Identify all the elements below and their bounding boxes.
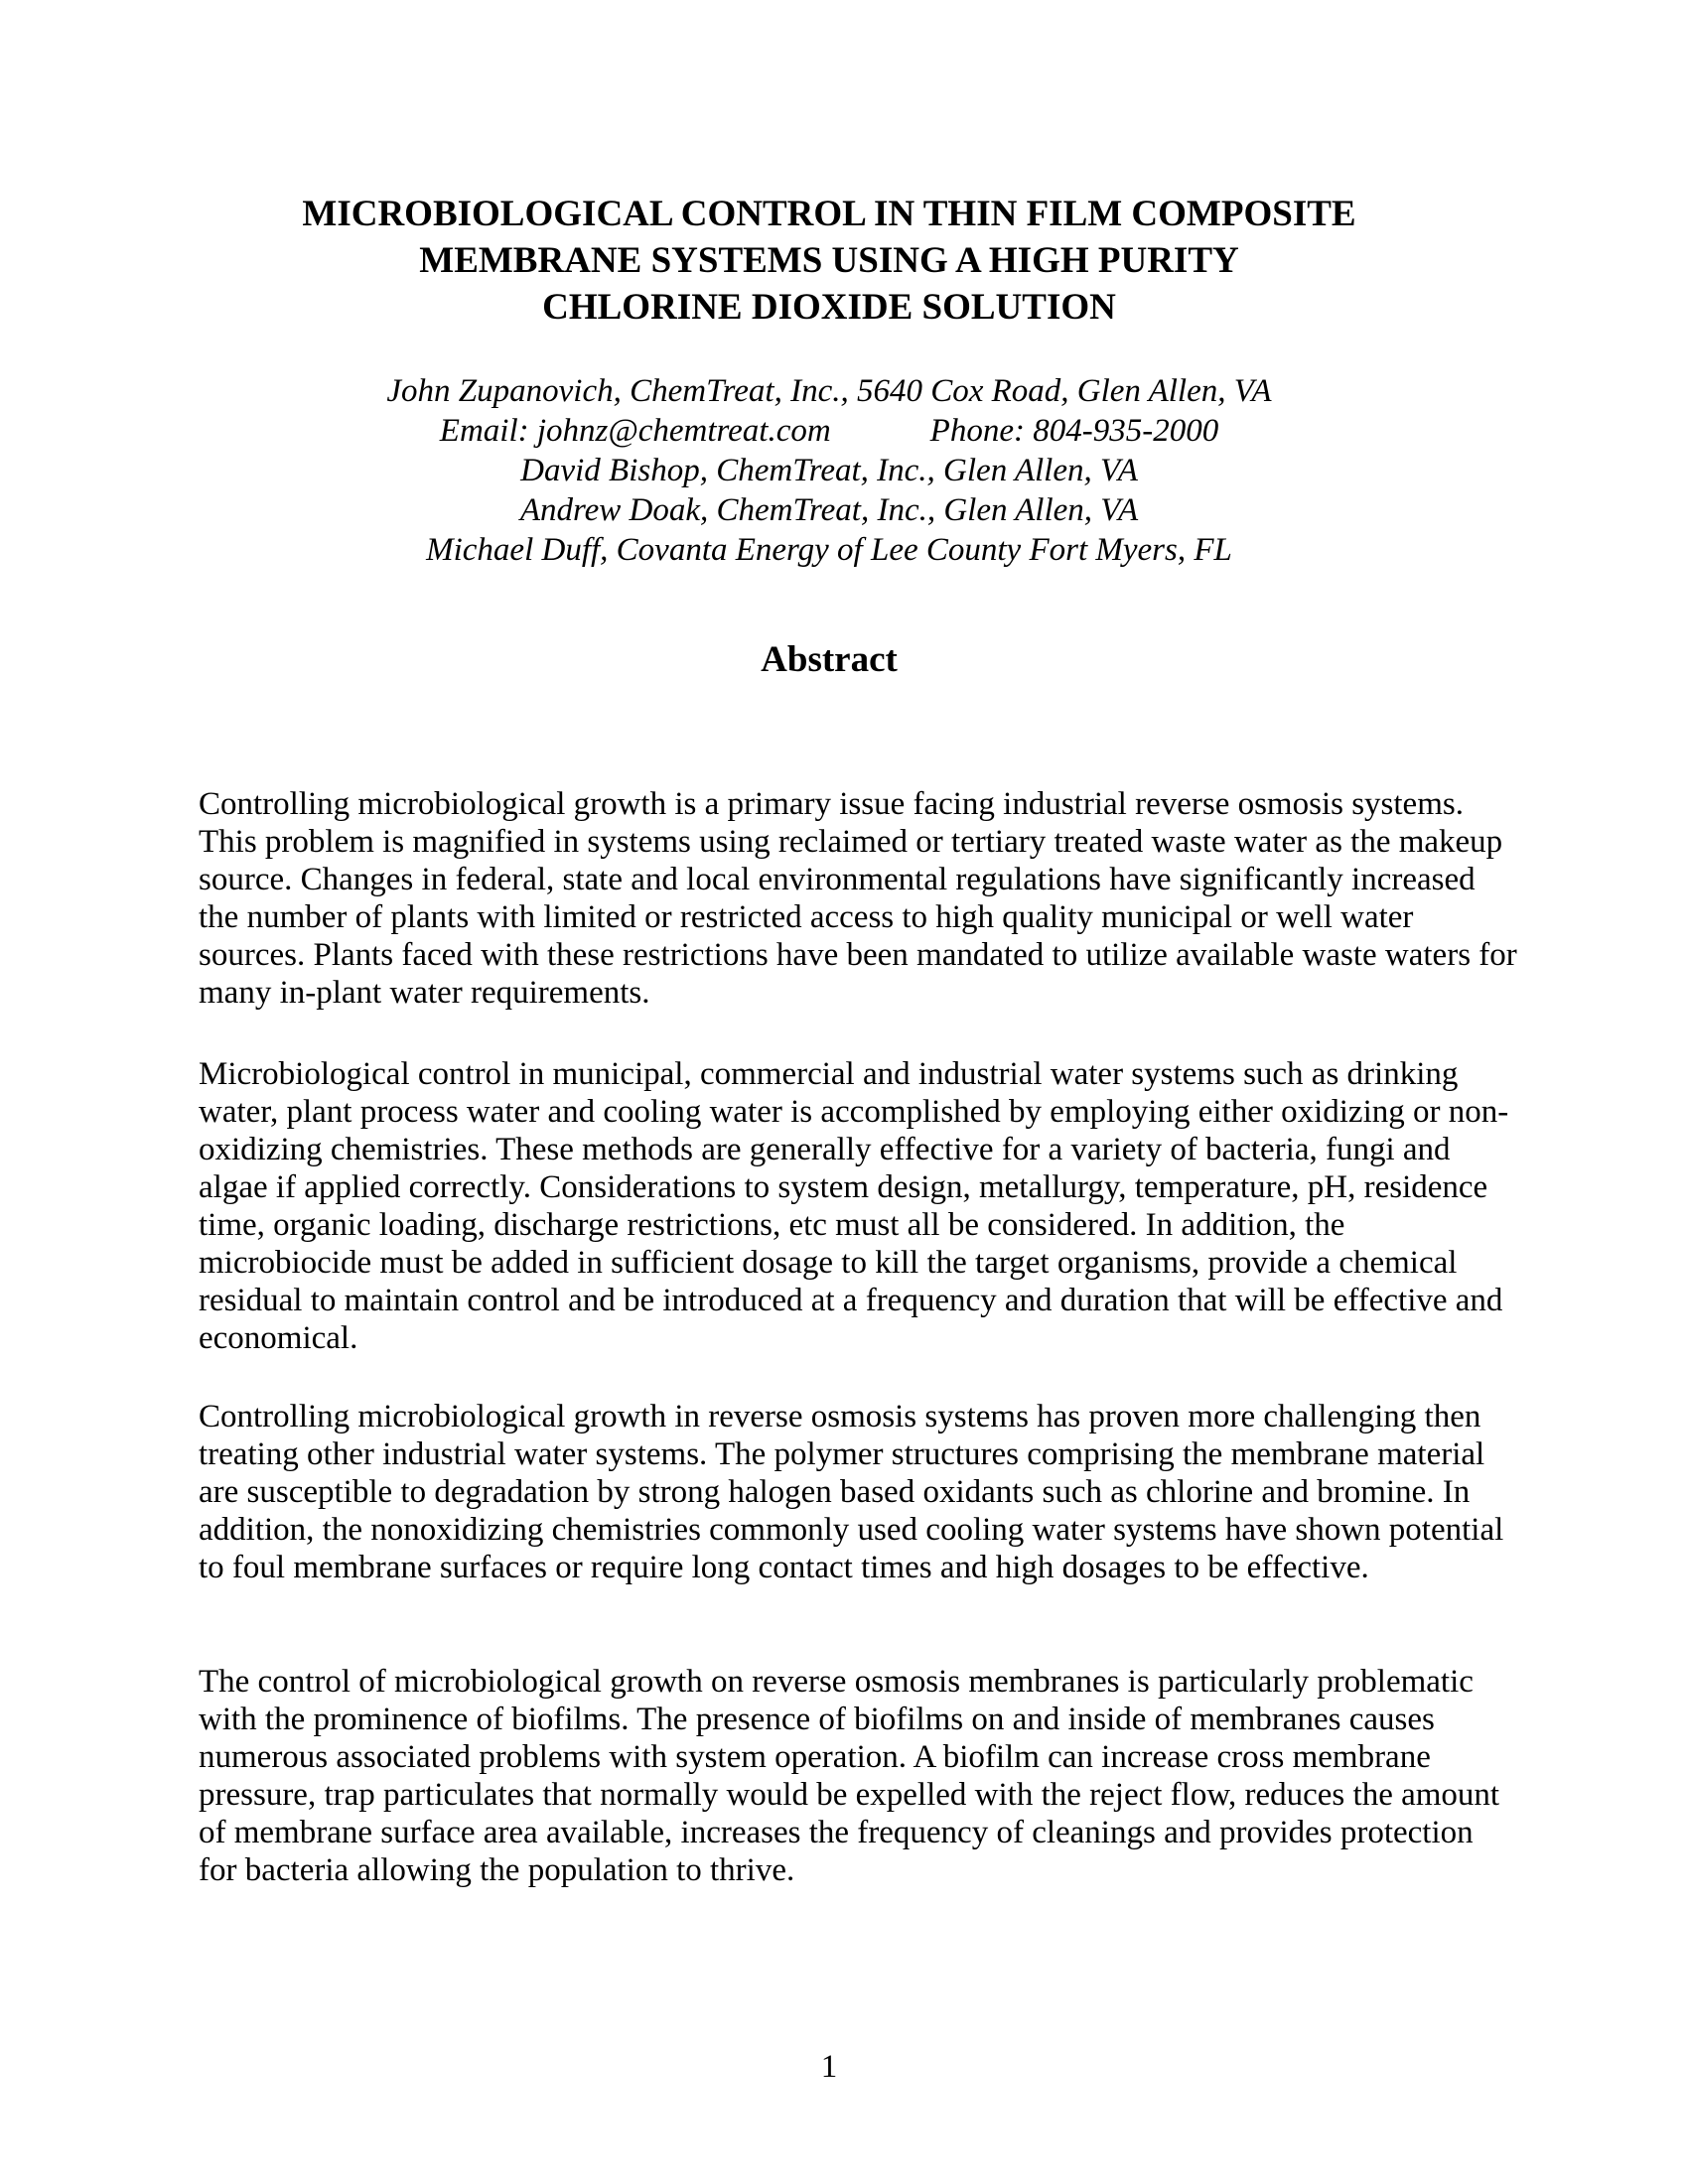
author-email: Email: johnz@chemtreat.com	[439, 413, 831, 449]
author-line-4: Michael Duff, Covanta Energy of Lee County Fort Myers, FL	[426, 532, 1232, 568]
author-line-3: Andrew Doak, ChemTreat, Inc., Glen Allen, VA	[519, 492, 1139, 528]
author-line-2: David Bishop, ChemTreat, Inc., Glen Allen, VA	[520, 453, 1138, 488]
abstract-paragraph-1: Controlling microbiological growth is a primary issue facing industrial reverse osmosis systems. This problem is magnified in systems using reclaimed or tertiary treated waste water as the makeup source. Changes in federal, state and local environmental regulations have significantly increased the number of plants with limited or restricted access to high quality municipal or well water sources. Plants faced with these restrictions have been mandated to utilize available waste waters for many in-plant water requirements.	[199, 786, 1517, 1011]
author-block	[164, 371, 1494, 570]
author-contact-line	[164, 411, 1494, 451]
author-phone: Phone: 804-935-2000	[929, 413, 1219, 449]
paper-title-line-2: MEMBRANE SYSTEMS USING A HIGH PURITY	[419, 240, 1239, 281]
abstract-heading: Abstract	[761, 639, 898, 680]
abstract-paragraph-3: Controlling microbiological growth in reverse osmosis systems has proven more challenging then treating other industrial water systems. The polymer structures comprising the membrane material are susceptible to degradation by strong halogen based oxidants such as chlorine and bromine. In addition, the nonoxidizing chemistries commonly used cooling water systems have shown potential to foul membrane surfaces or require long contact times and high dosages to be effective.	[199, 1399, 1504, 1585]
abstract-paragraph-2: Microbiological control in municipal, commercial and industrial water systems such as drinking water, plant process water and cooling water is accomplished by employing either oxidizing or non-oxidizing chemistries. These methods are generally effective for a variety of bacteria, fungi and algae if applied correctly. Considerations to system design, metallurgy, temperature, pH, residence time, organic loading, discharge restrictions, etc must all be considered. In addition, the microbiocide must be added in sufficient dosage to kill the target organisms, provide a chemical residual to maintain control and be introduced at a frequency and duration that will be effective and economical.	[199, 1056, 1509, 1356]
abstract-paragraph-4: The control of microbiological growth on reverse osmosis membranes is particularly problematic with the prominence of biofilms. The presence of biofilms on and inside of membranes causes numerous associated problems with system operation. A biofilm can increase cross membrane pressure, trap particulates that normally would be expelled with the reject flow, reduces the amount of membrane surface area available, increases the frequency of cleanings and provides protection for bacteria allowing the population to thrive.	[199, 1664, 1500, 1888]
page-number: 1	[820, 2049, 838, 2085]
paper-title	[164, 191, 1494, 331]
paper-title-line-1: MICROBIOLOGICAL CONTROL IN THIN FILM COMPOSITE	[302, 194, 1356, 234]
author-line-1: John Zupanovich, ChemTreat, Inc., 5640 Cox Road, Glen Allen, VA	[386, 373, 1272, 409]
paper-title-line-3: CHLORINE DIOXIDE SOLUTION	[542, 287, 1116, 328]
